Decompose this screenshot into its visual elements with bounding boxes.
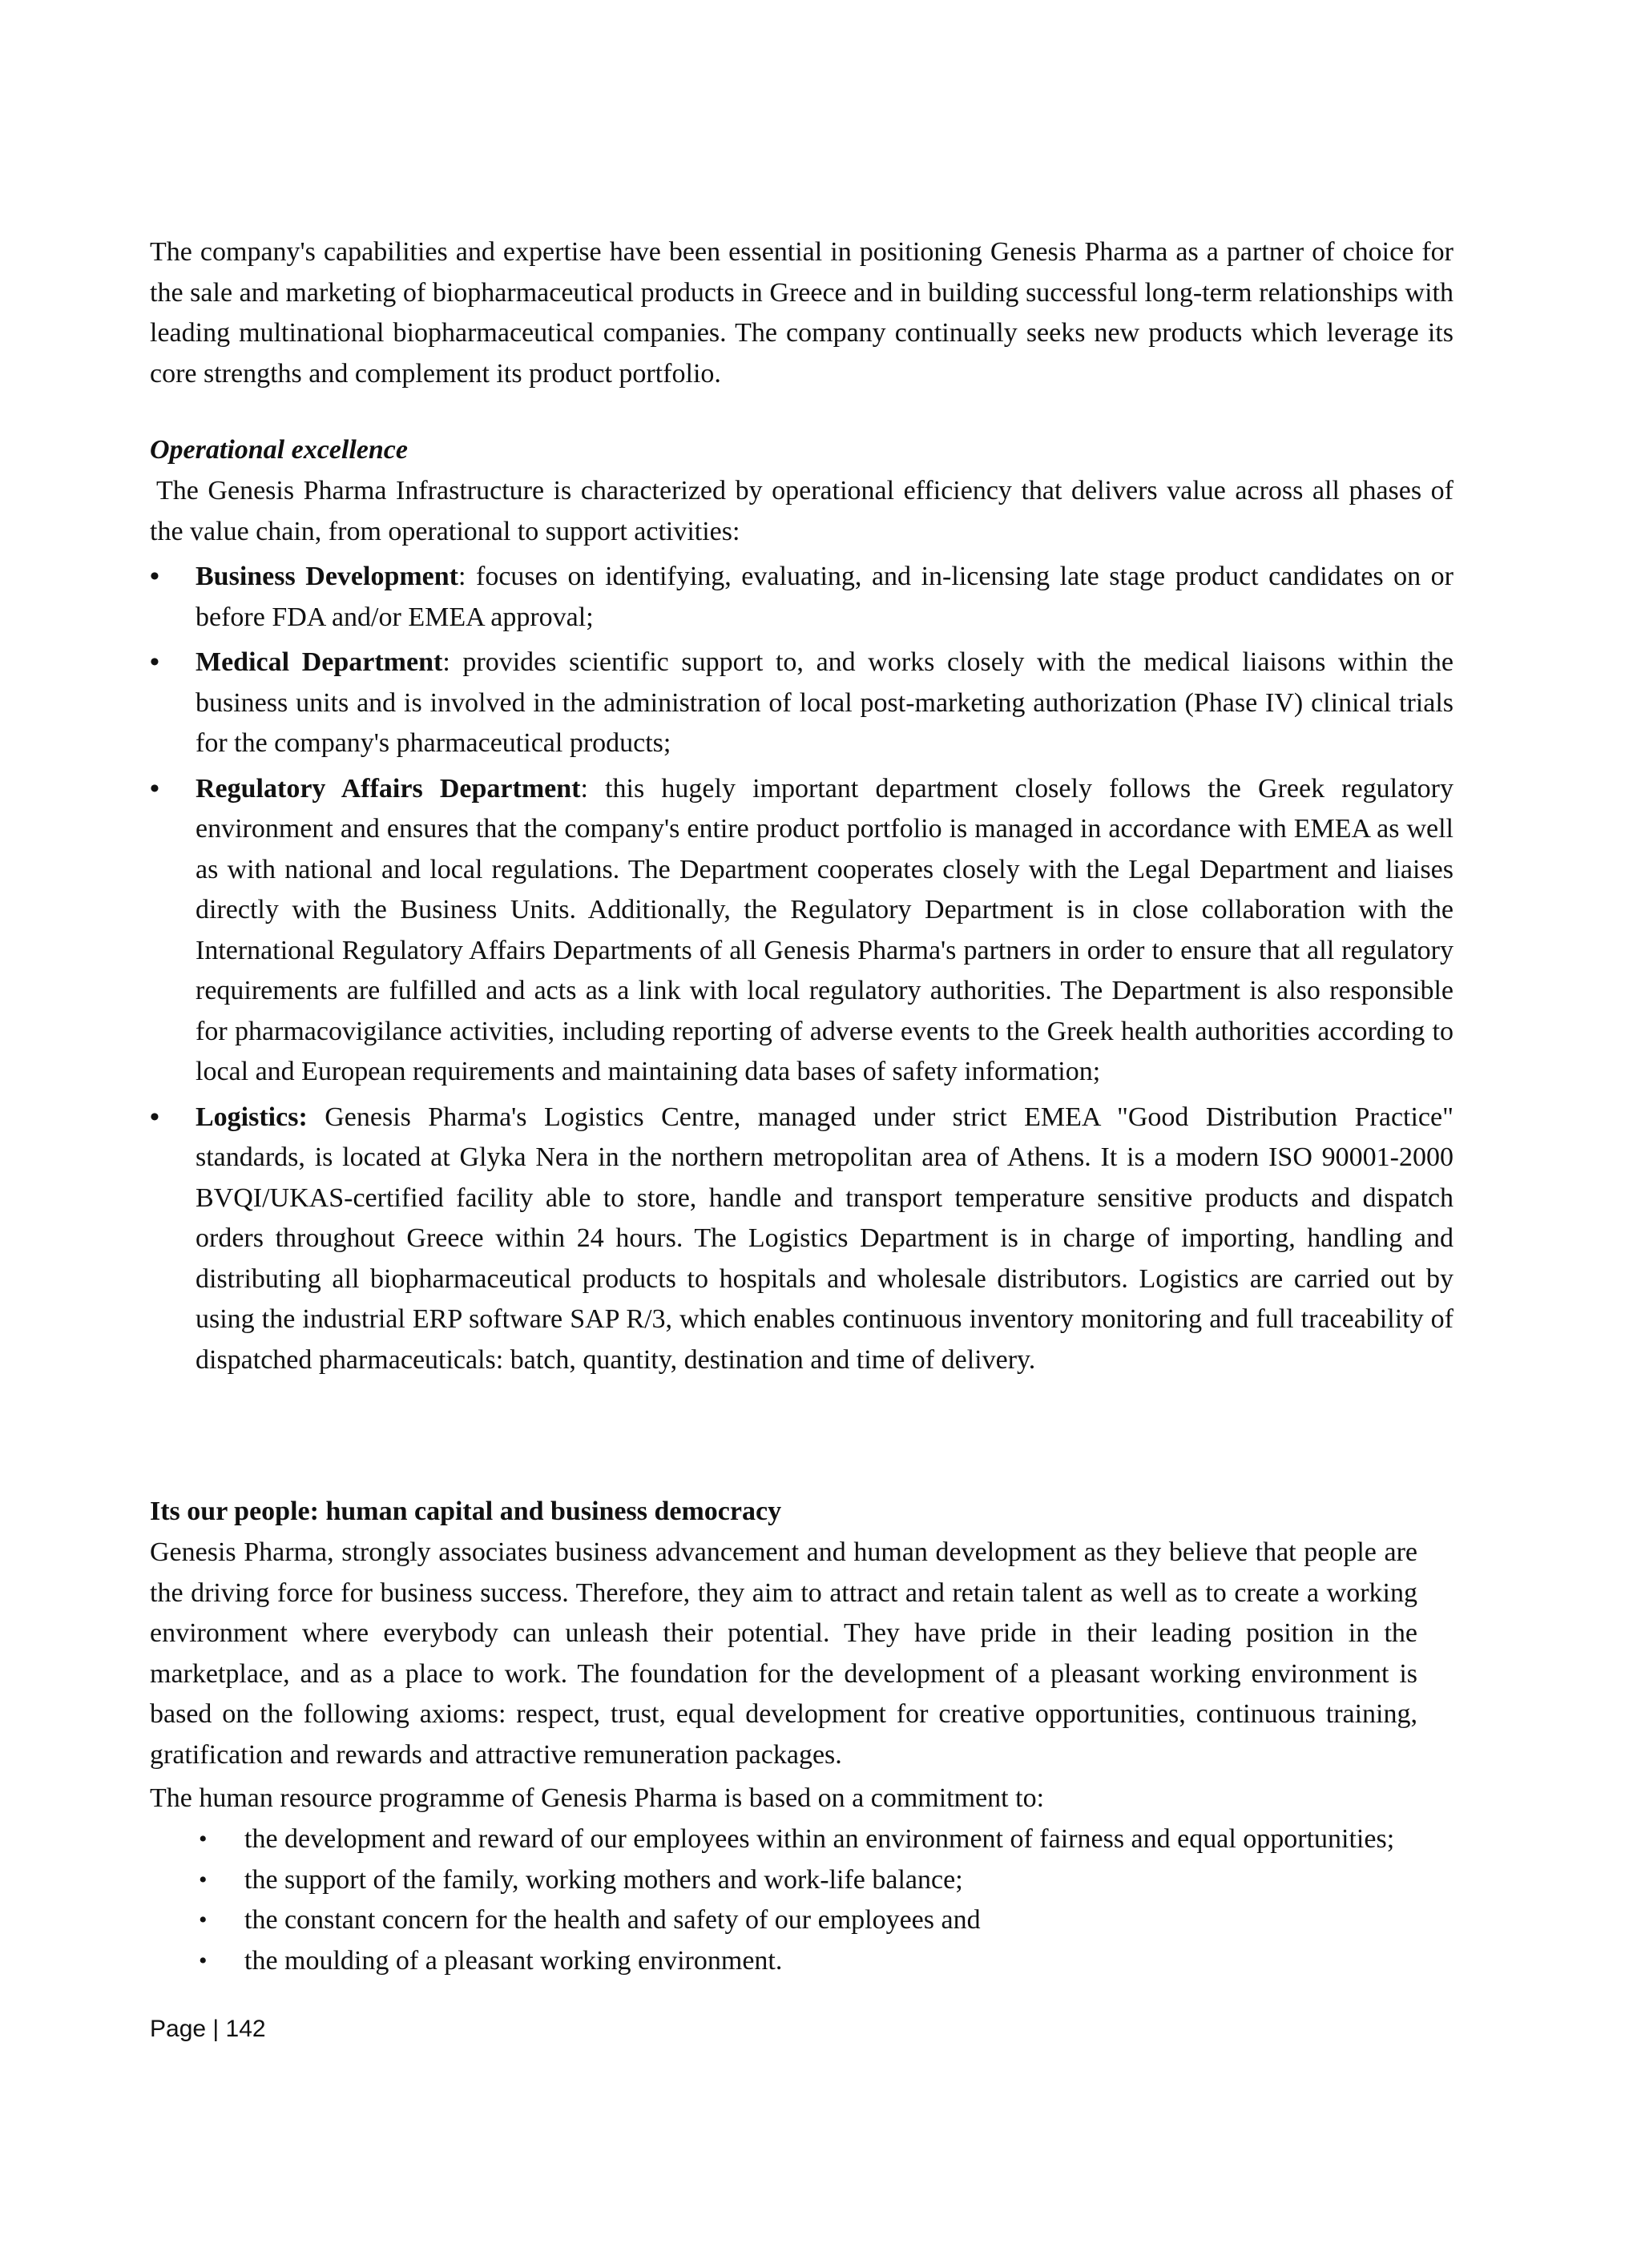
list-item [150,643,1454,764]
list-item-text: Genesis Pharma's Logistics Centre, managed under strict EMEA "Good Distribution Practice" standards, is located at Glyka Nera in the northern metropolitan area of Athens. It is a modern ISO 90001-2000 BVQI/UKAS-certified facility able to store, handle and transport temperature sensitive products and dispatch orders throughout Greece within 24 hours. The Logistics Department is in charge of importing, handling and distributing all biopharmaceutical products to hospitals and wholesale distributors. Logistics are carried out by using the industrial ERP software SAP R/3, which enables continuous inventory monitoring and full traceability of dispatched pharmaceuticals: batch, quantity, destination and time of delivery. [196,1102,1454,1375]
operational-bullet-list [150,557,1454,1385]
bullet-icon: • [150,562,159,591]
list-item-text: : provides scientific support to, and works closely with the medical liaisons within the business units and is involved in the administration of local post-marketing authorization (Phase IV) clinical trials for the company's pharmaceutical products; [196,647,1454,758]
list-item [199,1860,1471,1901]
commitment-bullet-list [199,1819,1471,1981]
bullet-icon: • [199,1826,208,1852]
bullet-icon: • [150,1102,159,1132]
operational-intro-paragraph: The Genesis Pharma Infrastructure is characterized by operational efficiency that delivers value across all phases of the value chain, from operational to support activities: [150,476,1454,546]
list-item-text: the development and reward of our employees within an environment of fairness and equal opportunities; [244,1824,1395,1854]
list-item [199,1941,1471,1982]
list-item-term: Regulatory Affairs Department [196,773,581,804]
bullet-icon: • [199,1866,208,1893]
bullet-icon: • [150,647,159,677]
list-item [199,1900,1471,1941]
intro-paragraph: The company's capabilities and expertise have been essential in positioning Genesis Pharma as a partner of choice for the sale and marketing of biopharmaceutical products in Greece and in building successful long-term relationships with leading multinational biopharmaceutical companies. The company continually seeks new products which leverage its core strengths and complement its product portfolio. [150,237,1454,389]
list-item-text: : focuses on identifying, evaluating, and in-licensing late stage product candidates on or before FDA and/or EMEA approval; [196,562,1454,632]
commitment-intro: The human resource programme of Genesis Pharma is based on a commitment to: [150,1783,1045,1813]
list-item-term: Business Development [196,562,459,591]
operational-excellence-heading: Operational excellence [150,435,408,465]
list-item [150,557,1454,638]
bullet-icon: • [150,773,159,804]
list-item [150,1098,1454,1381]
bullet-icon: • [199,1907,208,1933]
list-item-term: Medical Department [196,647,443,677]
list-item [150,769,1454,1093]
list-item-text: the constant concern for the health and safety of our employees and [244,1905,981,1935]
bullet-icon: • [199,1947,208,1974]
list-item-term: Logistics: [196,1102,308,1132]
page-number-footer: Page | 142 [150,2016,266,2042]
list-item-text: : this hugely important department closely follows the Greek regulatory environment and ensures that the company's entire product portfolio is managed in accordance with EMEA as well as with national and local regulations. The Department cooperates closely with the Legal Department and liaises directly with the Business Units. Additionally, the Regulatory Department is in close collaboration with the International Regulatory Affairs Departments of all Genesis Pharma's partners in order to ensure that all regulatory requirements are fulfilled and acts as a link with local regulatory authorities. The Department is also responsible for pharmacovigilance activities, including reporting of adverse events to the Greek health authorities according to local and European requirements and maintaining data bases of safety information; [196,773,1454,1086]
people-heading: Its our people: human capital and business democracy [150,1497,782,1526]
list-item-text: the support of the family, working mothers and work-life balance; [244,1864,963,1895]
list-item [199,1819,1471,1860]
people-paragraph: Genesis Pharma, strongly associates business advancement and human development as they believe that people are the driving force for business success. Therefore, they aim to attract and retain talent as well as to create a working environment where everybody can unleash their potential. They have pride in their leading position in the marketplace, and as a place to work. The foundation for the development of a pleasant working environment is based on the following axioms: respect, trust, equal development for creative opportunities, continuous training, gratification and rewards and attractive remuneration packages. [150,1537,1417,1770]
list-item-text: the moulding of a pleasant working environment. [244,1945,783,1976]
